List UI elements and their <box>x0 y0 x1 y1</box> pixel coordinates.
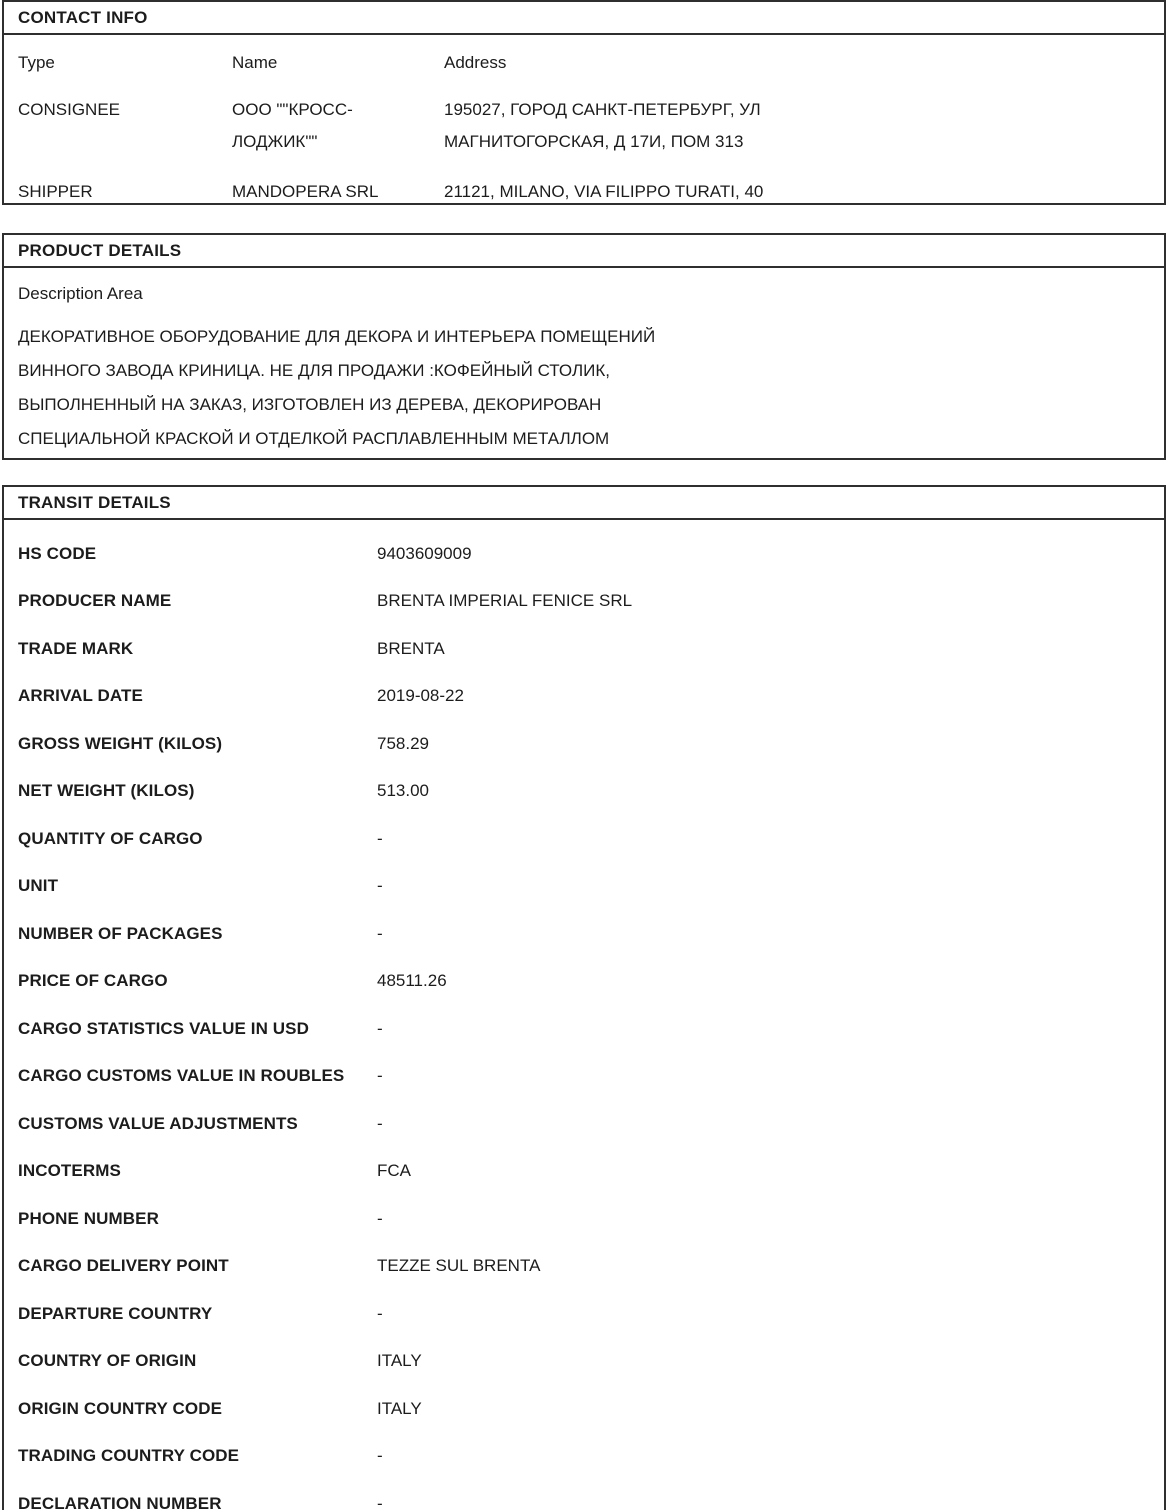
field-label: HS CODE <box>18 543 97 563</box>
field-value: BRENTA <box>377 638 445 658</box>
field-value: - <box>377 1066 383 1086</box>
transit-row-cargo-statistics-value-usd <box>18 1005 1164 1053</box>
transit-details-section <box>2 485 1166 1510</box>
field-label: QUANTITY OF CARGO <box>18 828 203 848</box>
transit-row-country-of-origin <box>18 1338 1164 1386</box>
transit-row-net-weight <box>18 768 1164 816</box>
transit-row-price-of-cargo <box>18 958 1164 1006</box>
field-value: 9403609009 <box>377 543 472 563</box>
field-value: ITALY <box>377 1351 422 1371</box>
product-details-section <box>2 233 1166 460</box>
field-label: GROSS WEIGHT (KILOS) <box>18 733 223 753</box>
field-label: UNIT <box>18 876 59 896</box>
field-label: CUSTOMS VALUE ADJUSTMENTS <box>18 1113 298 1133</box>
description-line: ВИННОГО ЗАВОДА КРИНИЦА. НЕ ДЛЯ ПРОДАЖИ :КОФЕЙНЫЙ СТОЛИК, <box>18 361 610 380</box>
field-value: 48511.26 <box>377 971 447 991</box>
field-value: - <box>377 876 383 896</box>
contact-col-header-type: Type <box>18 53 55 72</box>
field-value: - <box>377 923 383 943</box>
transit-row-declaration-number <box>18 1480 1164 1510</box>
transit-row-arrival-date <box>18 673 1164 721</box>
transit-row-hs-code <box>18 530 1164 578</box>
contact-col-header-name: Name <box>232 53 278 72</box>
description-line: ВЫПОЛНЕННЫЙ НА ЗАКАЗ, ИЗГОТОВЛЕН ИЗ ДЕРЕВА, ДЕКОРИРОВАН <box>18 395 602 414</box>
field-label: ORIGIN COUNTRY CODE <box>18 1398 223 1418</box>
transit-row-incoterms <box>18 1148 1164 1196</box>
transit-row-cargo-delivery-point <box>18 1243 1164 1291</box>
field-label: DECLARATION NUMBER <box>18 1493 222 1510</box>
contact-address-value: 21121, MILANO, VIA FILIPPO TURATI, 40 <box>444 182 764 201</box>
field-value: 513.00 <box>377 781 429 801</box>
description-line: СПЕЦИАЛЬНОЙ КРАСКОЙ И ОТДЕЛКОЙ РАСПЛАВЛЕННЫМ МЕТАЛЛОМ <box>18 429 610 448</box>
field-label: CARGO STATISTICS VALUE IN USD <box>18 1018 309 1038</box>
contact-address-value: 195027, ГОРОД САНКТ-ПЕТЕРБУРГ, УЛ МАГНИТОГОРСКАЯ, Д 17И, ПОМ 313 <box>444 100 761 151</box>
field-value: - <box>377 1303 383 1323</box>
transit-row-trading-country-code <box>18 1433 1164 1481</box>
field-value: - <box>377 828 383 848</box>
transit-row-cargo-customs-value-roubles <box>18 1053 1164 1101</box>
field-value: FCA <box>377 1161 411 1181</box>
contact-info-title: CONTACT INFO <box>4 2 1164 35</box>
transit-row-origin-country-code <box>18 1385 1164 1433</box>
field-label: NET WEIGHT (KILOS) <box>18 781 195 801</box>
transit-details-list <box>4 520 1164 1510</box>
field-label: COUNTRY OF ORIGIN <box>18 1351 197 1371</box>
field-value: - <box>377 1113 383 1133</box>
field-value: - <box>377 1208 383 1228</box>
field-label: NUMBER OF PACKAGES <box>18 923 223 943</box>
field-label: PHONE NUMBER <box>18 1208 159 1228</box>
transit-row-quantity-of-cargo <box>18 815 1164 863</box>
field-label: CARGO DELIVERY POINT <box>18 1256 229 1276</box>
field-value: ITALY <box>377 1398 422 1418</box>
field-value: - <box>377 1493 383 1510</box>
contact-name-value: MANDOPERA SRL <box>232 182 379 201</box>
field-value: TEZZE SUL BRENTA <box>377 1256 541 1276</box>
transit-row-phone-number <box>18 1195 1164 1243</box>
field-label: ARRIVAL DATE <box>18 686 143 706</box>
transit-row-gross-weight <box>18 720 1164 768</box>
transit-details-title: TRANSIT DETAILS <box>4 487 1164 520</box>
transit-row-customs-value-adjustments <box>18 1100 1164 1148</box>
field-value: - <box>377 1446 383 1466</box>
field-label: DEPARTURE COUNTRY <box>18 1303 213 1323</box>
contact-type-value: CONSIGNEE <box>18 100 121 119</box>
product-description <box>4 320 1164 456</box>
field-label: INCOTERMS <box>18 1161 121 1181</box>
table-row-shipper <box>18 167 1164 217</box>
field-label: CARGO CUSTOMS VALUE IN ROUBLES <box>18 1066 345 1086</box>
contact-table <box>4 35 1164 217</box>
field-value: 758.29 <box>377 733 429 753</box>
contact-col-header-address: Address <box>444 53 507 72</box>
transit-row-departure-country <box>18 1290 1164 1338</box>
product-details-title: PRODUCT DETAILS <box>4 235 1164 268</box>
table-row-consignee <box>18 85 1164 167</box>
field-label: TRADE MARK <box>18 638 134 658</box>
description-line: ДЕКОРАТИВНОЕ ОБОРУДОВАНИЕ ДЛЯ ДЕКОРА И ИНТЕРЬЕРА ПОМЕЩЕНИЙ <box>18 327 656 346</box>
transit-row-number-of-packages <box>18 910 1164 958</box>
transit-row-trade-mark <box>18 625 1164 673</box>
transit-row-unit <box>18 863 1164 911</box>
field-label: TRADING COUNTRY CODE <box>18 1446 240 1466</box>
contact-name-value: ООО ""КРОСС-ЛОДЖИК"" <box>232 100 353 151</box>
field-value: BRENTA IMPERIAL FENICE SRL <box>377 591 633 611</box>
transit-row-producer-name <box>18 578 1164 626</box>
field-value: - <box>377 1018 383 1038</box>
contact-type-value: SHIPPER <box>18 182 93 201</box>
description-area-label: Description Area <box>18 284 143 303</box>
contact-info-section <box>2 0 1166 205</box>
field-value: 2019-08-22 <box>377 686 464 706</box>
field-label: PRICE OF CARGO <box>18 971 168 991</box>
contact-table-header-row <box>18 41 1164 85</box>
field-label: PRODUCER NAME <box>18 591 172 611</box>
